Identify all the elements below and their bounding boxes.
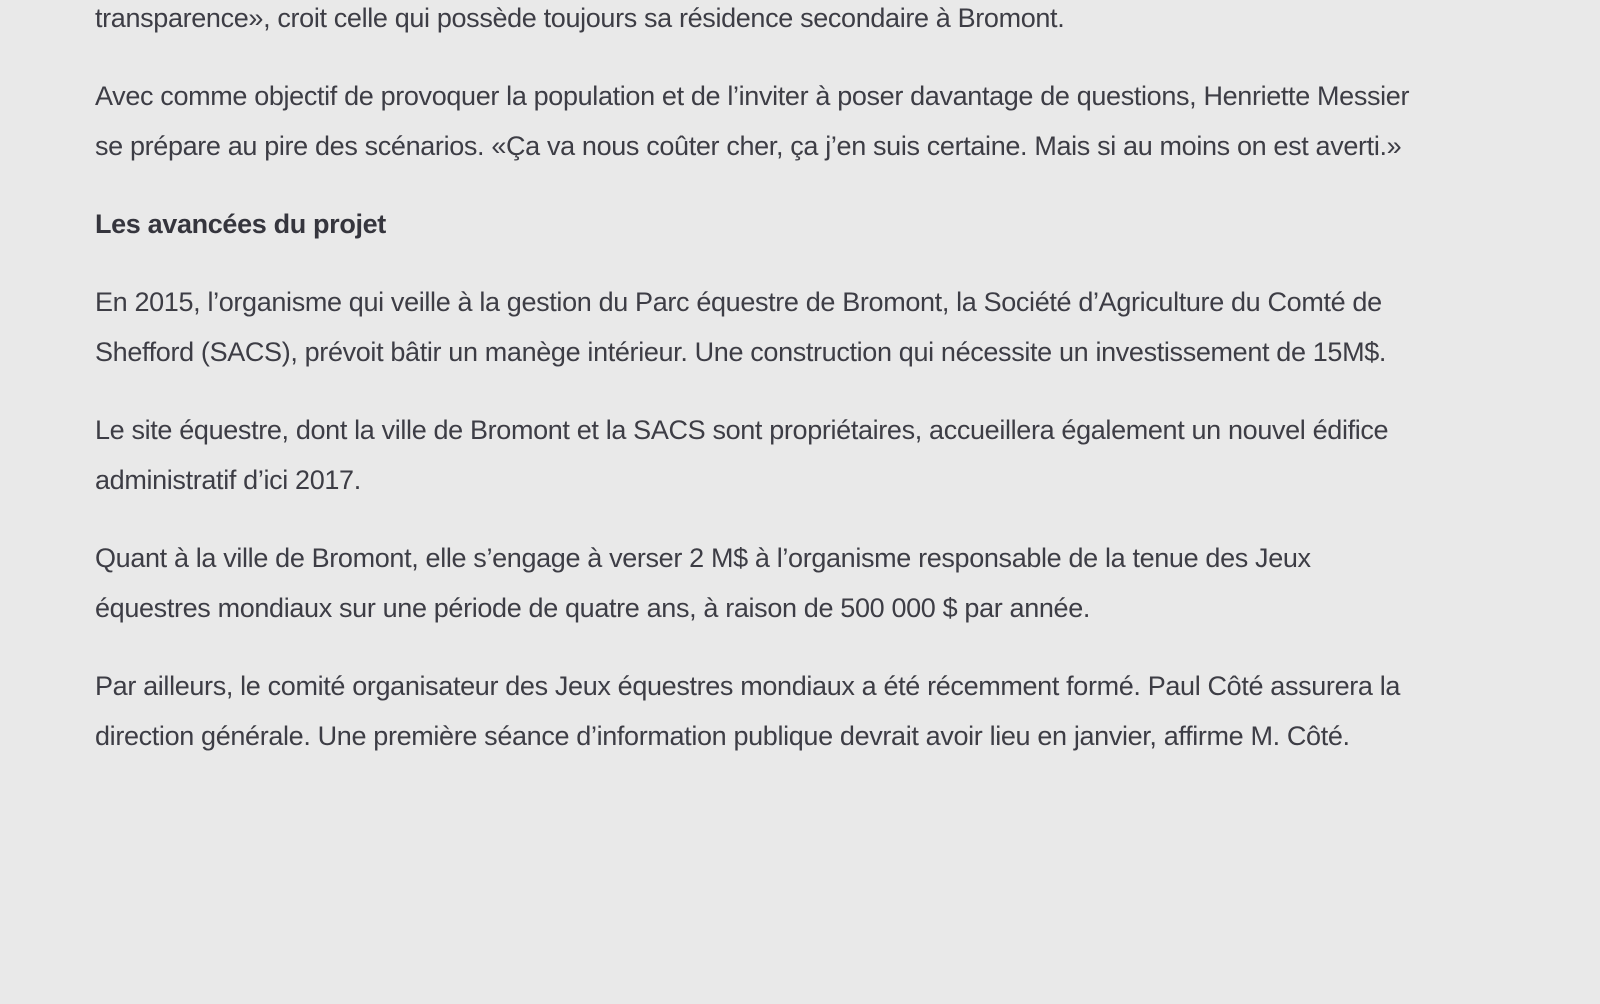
article-paragraph: Par ailleurs, le comité organisateur des Jeux équestres mondiaux a été récemment formé. Paul Côté assurera la direction générale. Une première séance d’information publique devrait avoir lieu en janvier, affirme M. Côté. xyxy=(95,671,1401,751)
section-subheading: Les avancées du projet xyxy=(95,209,386,239)
article-body xyxy=(95,0,1415,789)
article-paragraph: transparence», croit celle qui possède toujours sa résidence secondaire à Bromont. xyxy=(95,3,1065,33)
article-paragraph: Avec comme objectif de provoquer la population et de l’inviter à poser davantage de questions, Henriette Messier se prépare au pire des scénarios. «Ça va nous coûter cher, ça j’en suis certaine. Mais si au moins on est averti.» xyxy=(95,81,1410,161)
article-paragraph: En 2015, l’organisme qui veille à la gestion du Parc équestre de Bromont, la Société d’Agriculture du Comté de Shefford (SACS), prévoit bâtir un manège intérieur. Une construction qui nécessite un investissement de 15M$. xyxy=(95,287,1387,367)
article-paragraph: Quant à la ville de Bromont, elle s’engage à verser 2 M$ à l’organisme responsable de la tenue des Jeux équestres mondiaux sur une période de quatre ans, à raison de 500 000 $ par année. xyxy=(95,543,1311,623)
article-paragraph: Le site équestre, dont la ville de Bromont et la SACS sont propriétaires, accueillera également un nouvel édifice administratif d’ici 2017. xyxy=(95,415,1389,495)
